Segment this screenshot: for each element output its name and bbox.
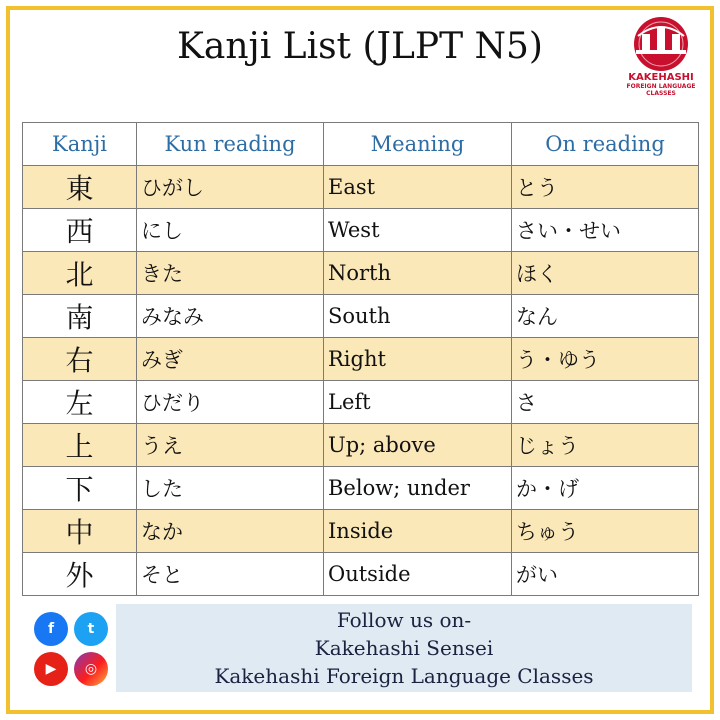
on-cell: じょう (512, 424, 699, 467)
logo-brand-text: KAKEHASHI (628, 72, 694, 83)
meaning-cell: North (324, 252, 512, 295)
kun-cell: うえ (137, 424, 324, 467)
kun-cell: きた (137, 252, 324, 295)
footer (28, 604, 692, 692)
meaning-cell: Right (324, 338, 512, 381)
header-meaning: Meaning (324, 123, 512, 166)
follow-us-label: Follow us on- (336, 608, 472, 632)
logo-sub-line2: CLASSES (646, 90, 676, 97)
kun-cell: みぎ (137, 338, 324, 381)
meaning-cell: Inside (324, 510, 512, 553)
table-row (23, 553, 699, 596)
header-kun-reading: Kun reading (137, 123, 324, 166)
kun-cell: なか (137, 510, 324, 553)
kanji-cell: 西 (23, 209, 137, 252)
table-row (23, 338, 699, 381)
youtube-icon[interactable]: ▶ (34, 652, 68, 686)
table-row (23, 510, 699, 553)
table-row (23, 252, 699, 295)
on-cell: さい・せい (512, 209, 699, 252)
social-icons (28, 604, 114, 692)
header-on-reading: On reading (512, 123, 699, 166)
on-cell: がい (512, 553, 699, 596)
kanji-cell: 外 (23, 553, 137, 596)
meaning-cell: Up; above (324, 424, 512, 467)
meaning-cell: West (324, 209, 512, 252)
on-cell: か・げ (512, 467, 699, 510)
kanji-cell: 左 (23, 381, 137, 424)
on-cell: なん (512, 295, 699, 338)
kanji-cell: 下 (23, 467, 137, 510)
follow-us-box (116, 604, 692, 692)
kanji-cell: 南 (23, 295, 137, 338)
facebook-icon[interactable]: f (34, 612, 68, 646)
on-cell: う・ゆう (512, 338, 699, 381)
table-row (23, 295, 699, 338)
table-row (23, 381, 699, 424)
kanji-cell: 北 (23, 252, 137, 295)
twitter-icon[interactable]: t (74, 612, 108, 646)
table-row (23, 209, 699, 252)
kun-cell: ひがし (137, 166, 324, 209)
kanji-cell: 上 (23, 424, 137, 467)
logo-sub-line1: FOREIGN LANGUAGE (626, 83, 696, 90)
on-cell: ほく (512, 252, 699, 295)
meaning-cell: Left (324, 381, 512, 424)
table-row (23, 467, 699, 510)
kanji-cell: 東 (23, 166, 137, 209)
kanji-cell: 右 (23, 338, 137, 381)
page-title: Kanji List (JLPT N5) (177, 26, 543, 67)
kun-cell: にし (137, 209, 324, 252)
kun-cell: みなみ (137, 295, 324, 338)
table-row (23, 424, 699, 467)
on-cell: ちゅう (512, 510, 699, 553)
kanji-table (22, 122, 699, 596)
kakehashi-logo (618, 14, 704, 102)
on-cell: さ (512, 381, 699, 424)
kakehashi-classes-text: Kakehashi Foreign Language Classes (214, 664, 594, 688)
kakehashi-sensei-text: Kakehashi Sensei (314, 636, 494, 660)
logo-building-icon (618, 14, 704, 74)
header-kanji: Kanji (23, 123, 137, 166)
logo-sub-text (618, 83, 704, 97)
meaning-cell: South (324, 295, 512, 338)
on-cell: とう (512, 166, 699, 209)
meaning-cell: Outside (324, 553, 512, 596)
meaning-cell: East (324, 166, 512, 209)
kun-cell: そと (137, 553, 324, 596)
kun-cell: ひだり (137, 381, 324, 424)
meaning-cell: Below; under (324, 467, 512, 510)
kanji-cell: 中 (23, 510, 137, 553)
table-row (23, 166, 699, 209)
table-header-row (23, 123, 699, 166)
instagram-icon[interactable]: ◎ (74, 652, 108, 686)
kun-cell: した (137, 467, 324, 510)
